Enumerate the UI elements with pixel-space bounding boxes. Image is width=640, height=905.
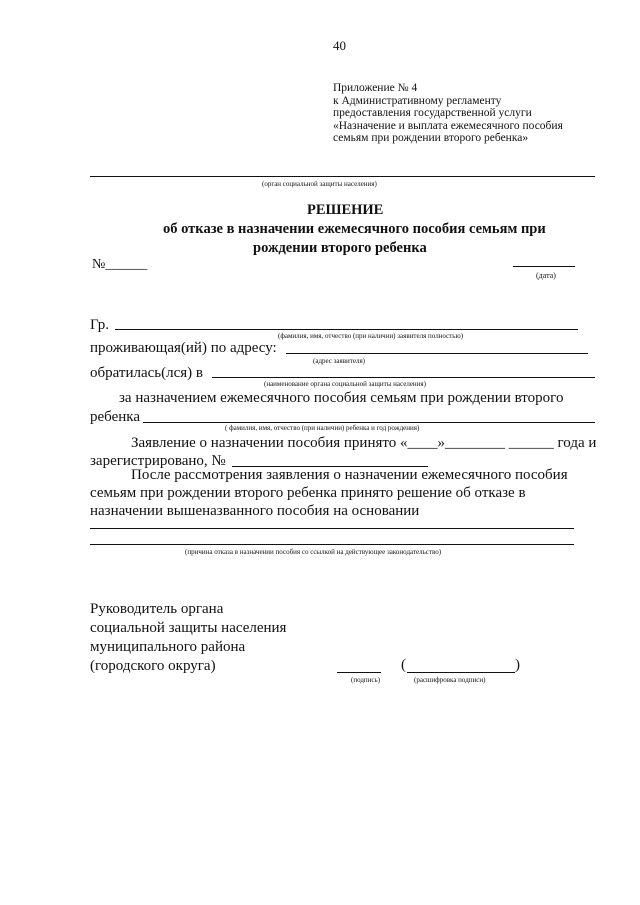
child-label: ребенка (90, 409, 140, 425)
accepted-text: Заявление о назначении пособия принято «____»________ ______ года и (131, 435, 597, 451)
signatory-line: социальной защиты населения (90, 620, 287, 636)
signatory-title (90, 600, 286, 676)
decision-line: назначении вышеназванного пособия на основании (90, 503, 420, 519)
signatory-line: (городского округа) (90, 658, 216, 674)
applied-line (212, 377, 595, 378)
applied-caption: (наименование органа социальной защиты населения) (264, 380, 426, 388)
signature-caption: (подпись) (351, 676, 381, 684)
applied-label: обратилась(лся) в (90, 365, 203, 381)
appendix-line: Приложение № 4 (333, 82, 418, 94)
document-subtitle-line1: об отказе в назначении ежемесячного пособия семьям при (163, 221, 546, 237)
signatory-line: Руководитель органа (90, 601, 224, 617)
document-title: РЕШЕНИЕ (307, 202, 384, 218)
reason-line (90, 528, 574, 529)
child-line (143, 422, 595, 423)
applicant-caption: (фамилия, имя, отчество (при наличии) заявителя полностью) (278, 332, 464, 340)
decoding-close-paren: ) (515, 657, 520, 673)
signatory-line: муниципального района (90, 639, 246, 655)
address-caption: (адрес заявителя) (313, 357, 365, 365)
page-number: 40 (333, 38, 346, 53)
date-caption: (дата) (536, 271, 556, 280)
document-subtitle-line2: рождении второго ребенка (253, 240, 427, 256)
decision-line: После рассмотрения заявления о назначении ежемесячного пособия (131, 467, 568, 483)
reason-line (90, 544, 574, 545)
appendix-line: предоставления государственной услуги (333, 107, 532, 119)
date-line (513, 266, 575, 267)
decoding-caption: (расшифровка подписи) (414, 676, 486, 684)
child-caption: ( фамилия, имя, отчество (при наличии) ребенка и год рождения) (225, 424, 420, 432)
purpose-text: за назначением ежемесячного пособия семьям при рождении второго (119, 390, 564, 406)
address-label: проживающая(ий) по адресу: (90, 340, 277, 356)
applicant-line (115, 329, 578, 330)
decoding-line (407, 672, 515, 673)
appendix-block (333, 82, 633, 145)
appendix-line: семьям при рождении второго ребенка» (333, 132, 529, 144)
decision-number: №______ (92, 257, 148, 272)
org-line (90, 176, 595, 177)
decoding-open-paren: ( (401, 657, 406, 673)
reason-caption: (причина отказа в назначении пособия со ссылкой на действующее законодательство) (185, 548, 442, 556)
applicant-label: Гр. (90, 317, 109, 333)
org-caption: (орган социальной защиты населения) (262, 180, 377, 188)
signature-line (337, 672, 381, 673)
address-line (286, 353, 588, 354)
appendix-line: «Назначение и выплата ежемесячного пособия (333, 119, 563, 132)
appendix-line: к Административному регламенту (333, 94, 502, 107)
registered-text: зарегистрировано, № (90, 453, 226, 469)
decision-line: семьям при рождении второго ребенка принято решение об отказе в (90, 485, 526, 501)
